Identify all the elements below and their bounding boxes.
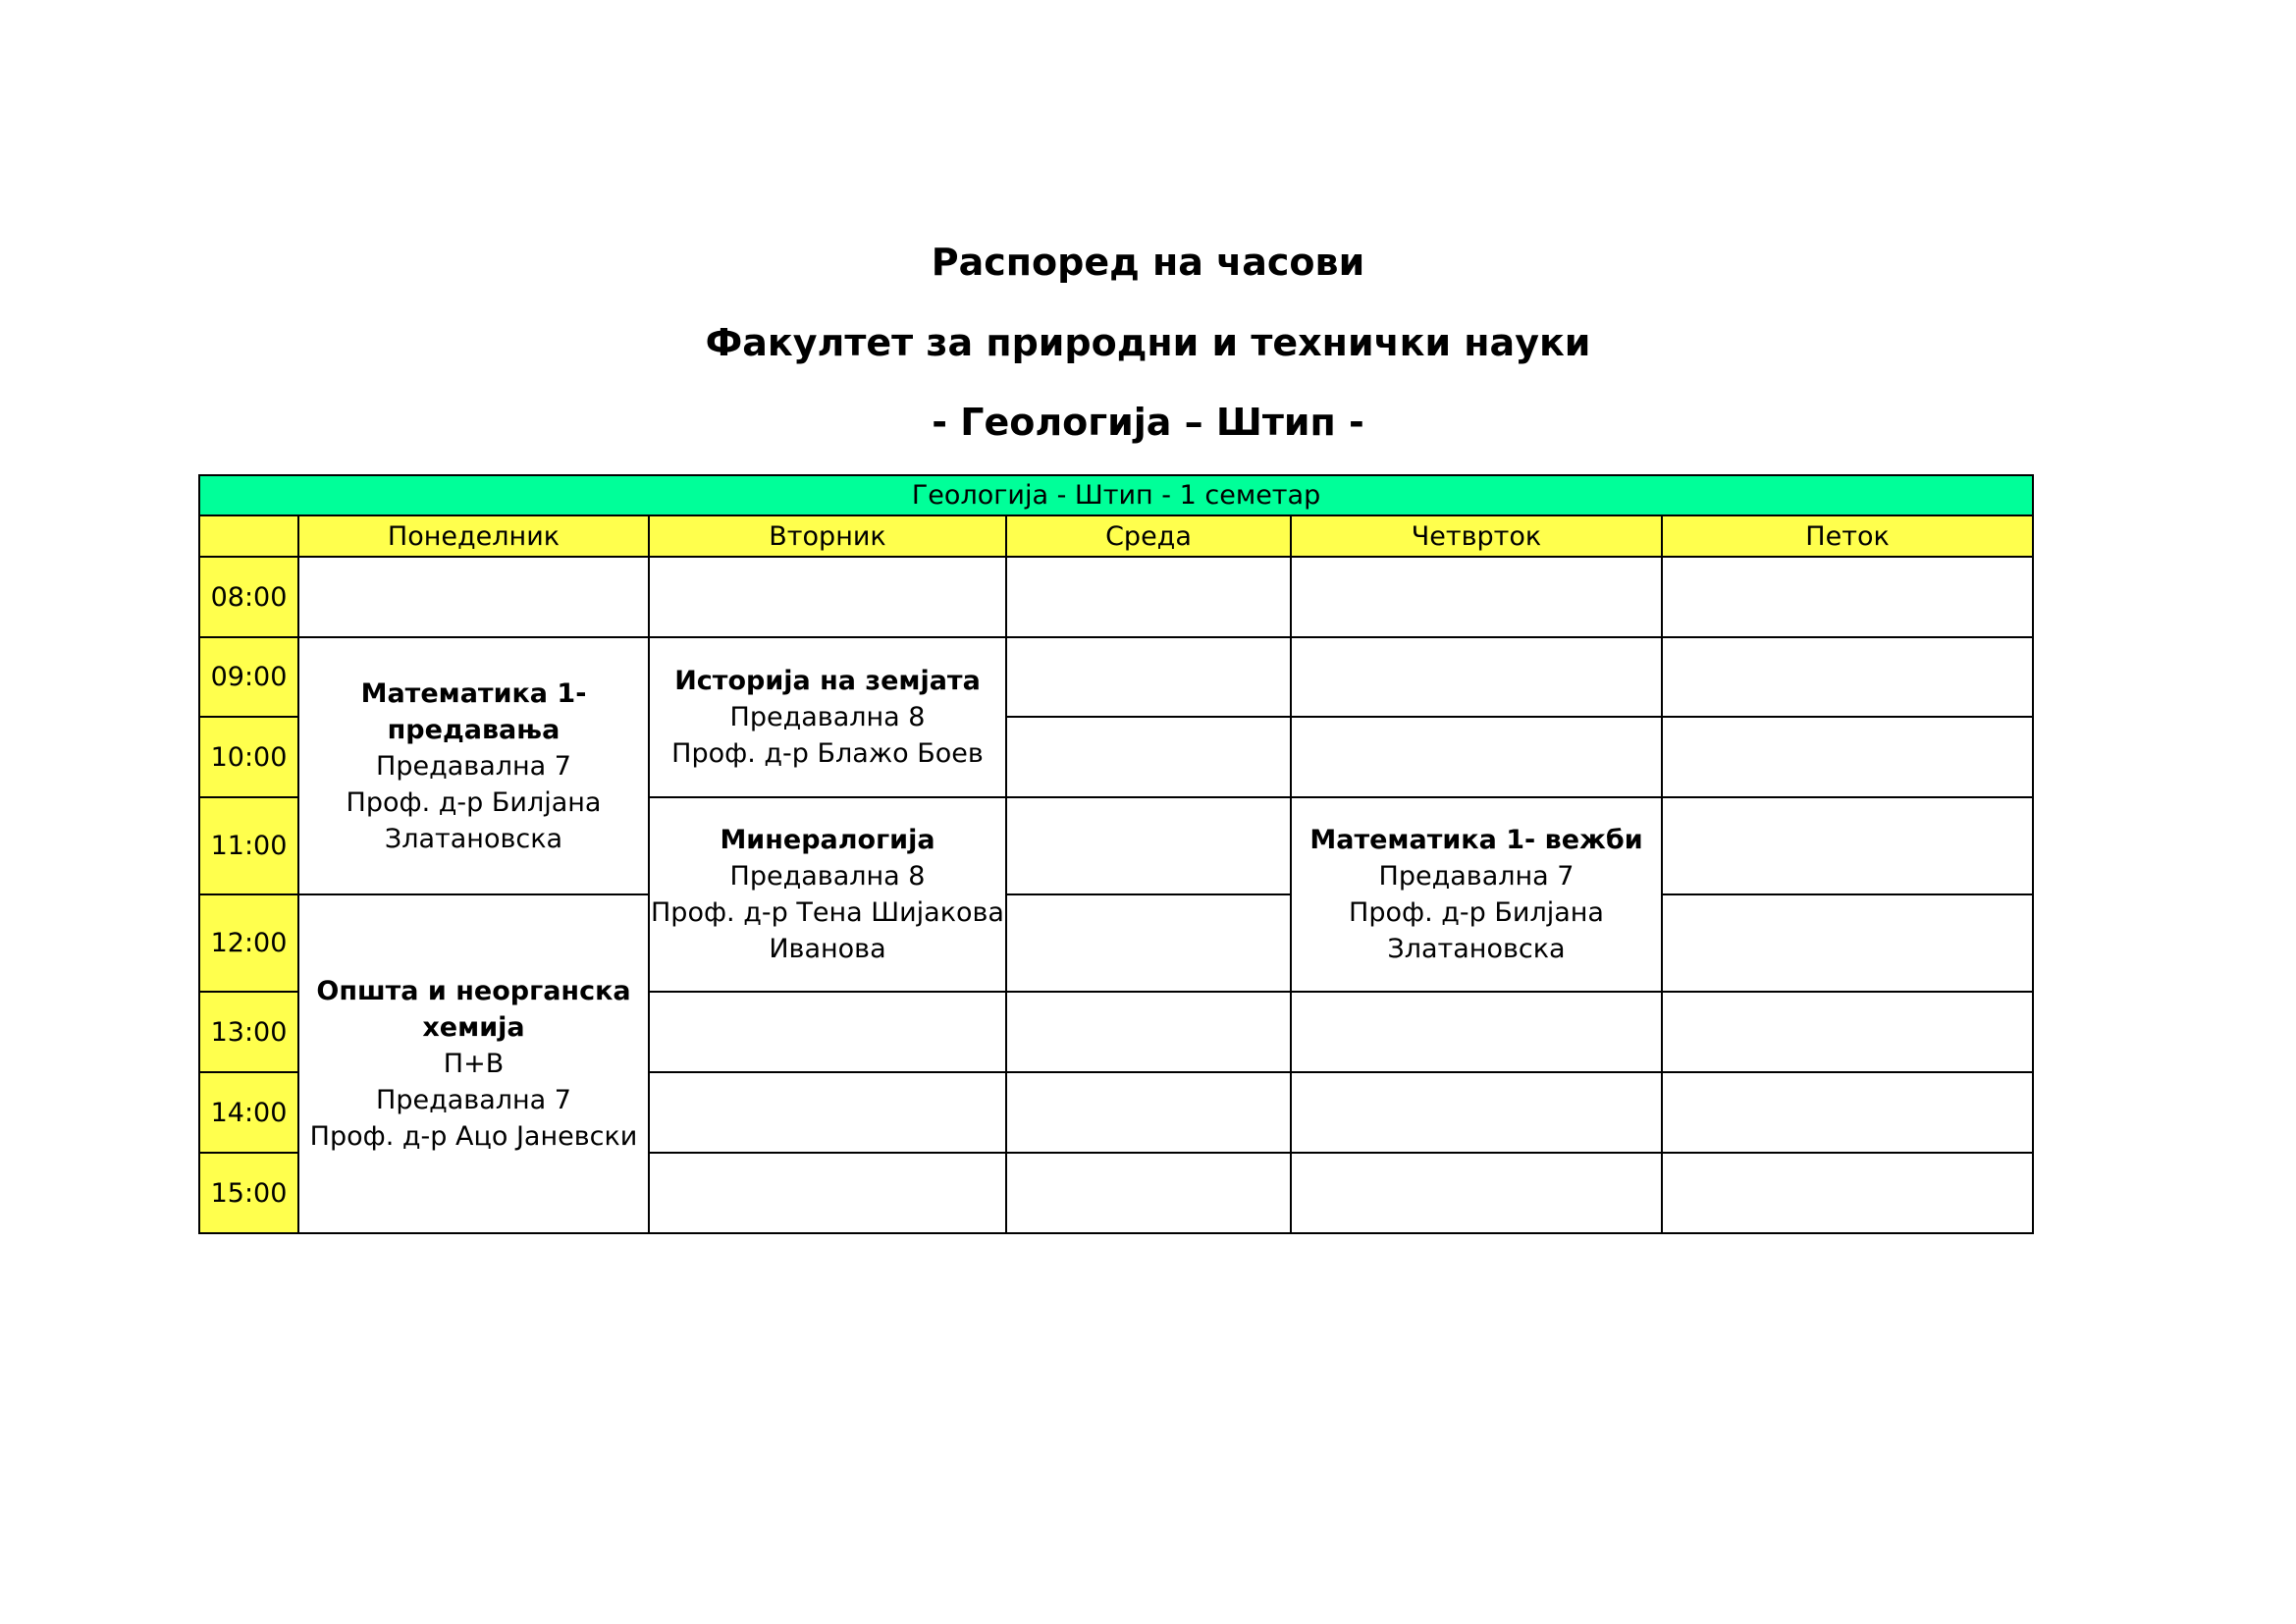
schedule-cell xyxy=(1662,557,2033,637)
schedule-cell xyxy=(1662,894,2033,992)
time-label: 14:00 xyxy=(199,1072,298,1153)
schedule-cell xyxy=(649,557,1006,637)
schedule-cell xyxy=(1662,717,2033,797)
class-teacher: Проф. д-р Тена Шијакова Иванова xyxy=(651,897,1004,964)
schedule-cell xyxy=(1291,557,1662,637)
schedule-cell xyxy=(649,1072,1006,1153)
class-teacher: Проф. д-р Билјана Златановска xyxy=(346,786,602,854)
class-subject: Математика 1- вежби xyxy=(1309,825,1643,855)
schedule-cell xyxy=(649,1153,1006,1233)
faculty-title: Факултет за природни и технички науки xyxy=(705,321,1591,364)
semester-banner: Геологија - Штип - 1 семетар xyxy=(199,475,2033,515)
page-title: Распоред на часови xyxy=(931,241,1365,284)
schedule-cell xyxy=(1662,1153,2033,1233)
class-subject: Математика 1-предавања xyxy=(360,677,587,745)
time-label: 11:00 xyxy=(199,797,298,894)
schedule-cell xyxy=(1662,797,2033,894)
day-header-tuesday: Вторник xyxy=(649,515,1006,557)
schedule-cell xyxy=(1291,717,1662,797)
class-subject: Историја на земјата xyxy=(674,666,981,696)
schedule-cell xyxy=(1291,992,1662,1072)
day-header-friday: Петок xyxy=(1662,515,2033,557)
class-room: Предавална 7 xyxy=(1378,861,1575,892)
day-header-wednesday: Среда xyxy=(1006,515,1291,557)
time-label: 12:00 xyxy=(199,894,298,992)
class-block-earth-history xyxy=(649,637,1006,797)
day-header-monday: Понеделник xyxy=(298,515,649,557)
schedule-cell xyxy=(298,557,649,637)
schedule-cell xyxy=(1662,992,2033,1072)
class-block-chemistry xyxy=(298,894,649,1233)
schedule-cell xyxy=(1006,557,1291,637)
schedule-cell xyxy=(1662,1072,2033,1153)
schedule-cell xyxy=(1291,637,1662,717)
class-block-math-lecture xyxy=(298,637,649,894)
class-room: Предавална 8 xyxy=(729,861,926,892)
corner-cell xyxy=(199,515,298,557)
class-type: П+В xyxy=(443,1049,505,1079)
class-subject: Минералогија xyxy=(720,825,935,855)
class-room: Предавална 7 xyxy=(376,1085,571,1115)
class-room: Предавална 7 xyxy=(376,750,571,782)
program-title: - Геологија – Штип - xyxy=(932,401,1364,444)
schedule-cell xyxy=(1006,637,1291,717)
schedule-cell xyxy=(1662,637,2033,717)
time-label: 13:00 xyxy=(199,992,298,1072)
schedule-cell xyxy=(1006,1072,1291,1153)
class-subject: Општа и неорганска хемија xyxy=(316,976,631,1043)
schedule-cell xyxy=(1006,1153,1291,1233)
time-label: 08:00 xyxy=(199,557,298,637)
schedule-cell xyxy=(1291,1153,1662,1233)
class-teacher: Проф. д-р Билјана Златановска xyxy=(1349,897,1604,964)
class-teacher: Проф. д-р Ацо Јаневски xyxy=(309,1121,638,1152)
time-label: 15:00 xyxy=(199,1153,298,1233)
schedule-table xyxy=(198,474,2034,1234)
schedule-cell xyxy=(1006,894,1291,992)
class-block-mineralogy xyxy=(649,797,1006,992)
day-header-thursday: Четврток xyxy=(1291,515,1662,557)
schedule-cell xyxy=(1006,797,1291,894)
class-room: Предавална 8 xyxy=(729,702,926,732)
class-teacher: Проф. д-р Блажо Боев xyxy=(671,738,984,769)
time-label: 09:00 xyxy=(199,637,298,717)
schedule-cell xyxy=(649,992,1006,1072)
schedule-cell xyxy=(1291,1072,1662,1153)
schedule-cell xyxy=(1006,717,1291,797)
time-label: 10:00 xyxy=(199,717,298,797)
schedule-cell xyxy=(1006,992,1291,1072)
class-block-math-exercises xyxy=(1291,797,1662,992)
